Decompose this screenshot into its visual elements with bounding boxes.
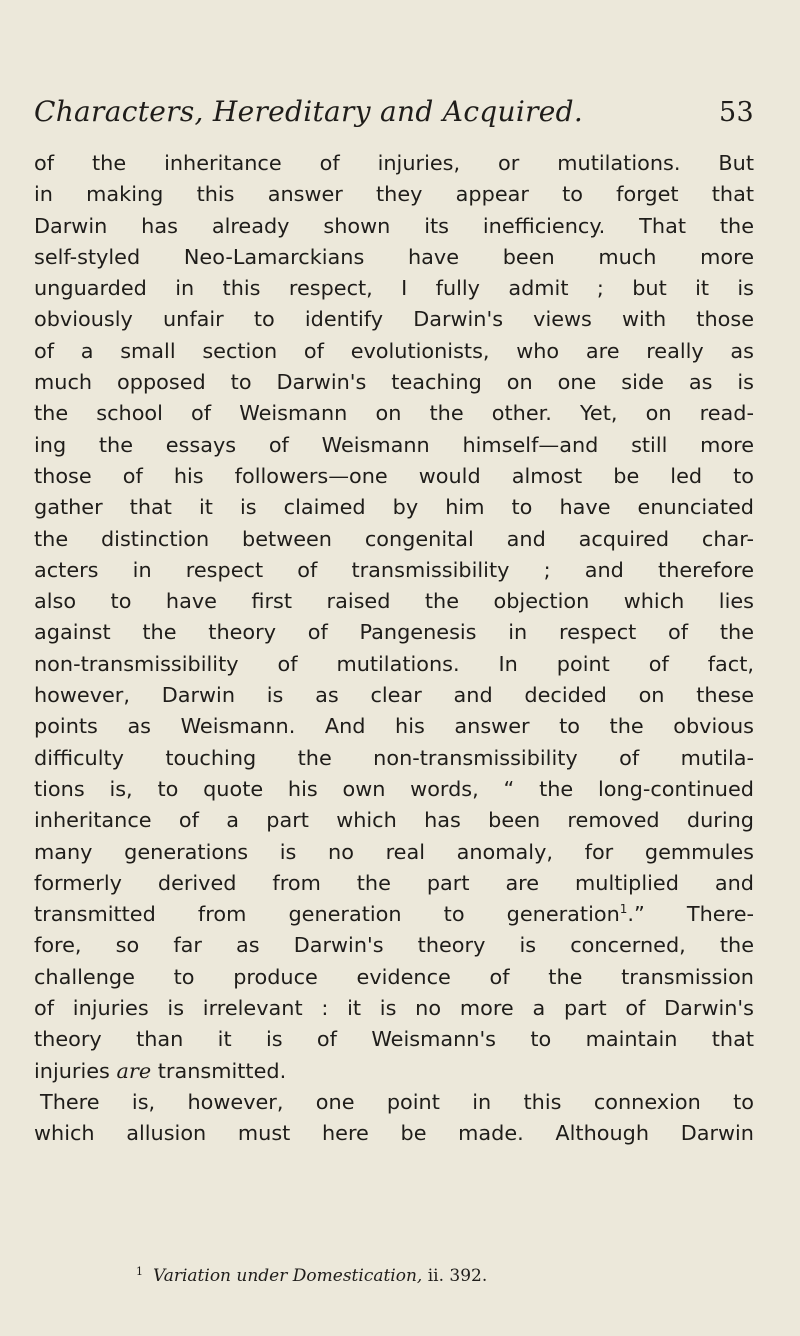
footnote-work-title: Variation under Domestication, — [153, 1266, 423, 1286]
footnote — [136, 1265, 736, 1286]
text-line: which allusion must here be made. Although Darwin — [34, 1121, 754, 1146]
text-line: fore, so far as Darwin's theory is concerned, the — [34, 933, 754, 958]
text-line: the distinction between congenital and acquired char- — [34, 526, 754, 551]
text-line: ing the essays of Weismann himself—and still more — [34, 432, 754, 457]
text-line: challenge to produce evidence of the transmission — [34, 964, 754, 989]
text-line: those of his followers—one would almost be led to — [34, 463, 754, 488]
emphasis-text: are — [116, 1058, 152, 1083]
text-line: acters in respect of transmissibility ; and therefore — [34, 557, 754, 582]
text-segment: transmitted from generation to generation — [34, 902, 620, 927]
running-header — [34, 95, 754, 135]
text-line: of injuries is irrelevant : it is no more a part of Darwin's — [34, 996, 754, 1021]
page-number: 53 — [719, 97, 754, 128]
text-line: theory than it is of Weismann's to maintain that — [34, 1027, 754, 1052]
text-line: however, Darwin is as clear and decided on these — [34, 683, 754, 708]
text-segment: transmitted. — [151, 1058, 287, 1083]
text-line: of the inheritance of injuries, or mutilations. But — [34, 151, 754, 175]
text-line: formerly derived from the part are multiplied and — [34, 870, 754, 895]
text-line: gather that it is claimed by him to have enunciated — [34, 495, 754, 520]
text-line-with-footnote-ref — [34, 899, 754, 930]
footnote-location: ii. 392. — [422, 1266, 488, 1286]
text-line: difficulty touching the non-transmissibility of mutila- — [34, 745, 754, 770]
text-line: many generations is no real anomaly, for gemmules — [34, 839, 754, 864]
text-line: non-transmissibility of mutilations. In point of fact, — [34, 651, 754, 676]
text-line: the school of Weismann on the other. Yet, on read- — [34, 401, 754, 426]
footnote-marker: 1 — [136, 1265, 143, 1278]
text-line: points as Weismann. And his answer to the obvious — [34, 714, 754, 739]
text-line: of a small section of evolutionists, who are really as — [34, 338, 754, 363]
text-line: much opposed to Darwin's teaching on one side as is — [34, 370, 754, 395]
text-line: against the theory of Pangenesis in respect of the — [34, 620, 754, 645]
text-line: self-styled Neo-Lamarckians have been much more — [34, 244, 754, 269]
text-segment: injuries — [34, 1058, 117, 1083]
text-line: in making this answer they appear to forget that — [34, 182, 754, 207]
paragraph-end-line — [34, 1056, 754, 1087]
text-segment: .” There- — [627, 902, 754, 927]
text-line: tions is, to quote his own words, “ the long-continued — [34, 776, 754, 801]
body-text — [34, 148, 754, 1150]
text-line: unguarded in this respect, I fully admit ; but it is — [34, 276, 754, 301]
text-line: Darwin has already shown its inefficiency. That the — [34, 213, 754, 238]
text-line: also to have first raised the objection which lies — [34, 589, 754, 614]
text-line: inheritance of a part which has been removed during — [34, 808, 754, 833]
running-title: Characters, Hereditary and Acquired. — [34, 95, 584, 128]
paragraph-start-line: There is, however, one point in this connexion to — [40, 1089, 754, 1114]
footnote-reference: 1 — [619, 902, 628, 917]
text-line: obviously unfair to identify Darwin's views with those — [34, 307, 754, 332]
